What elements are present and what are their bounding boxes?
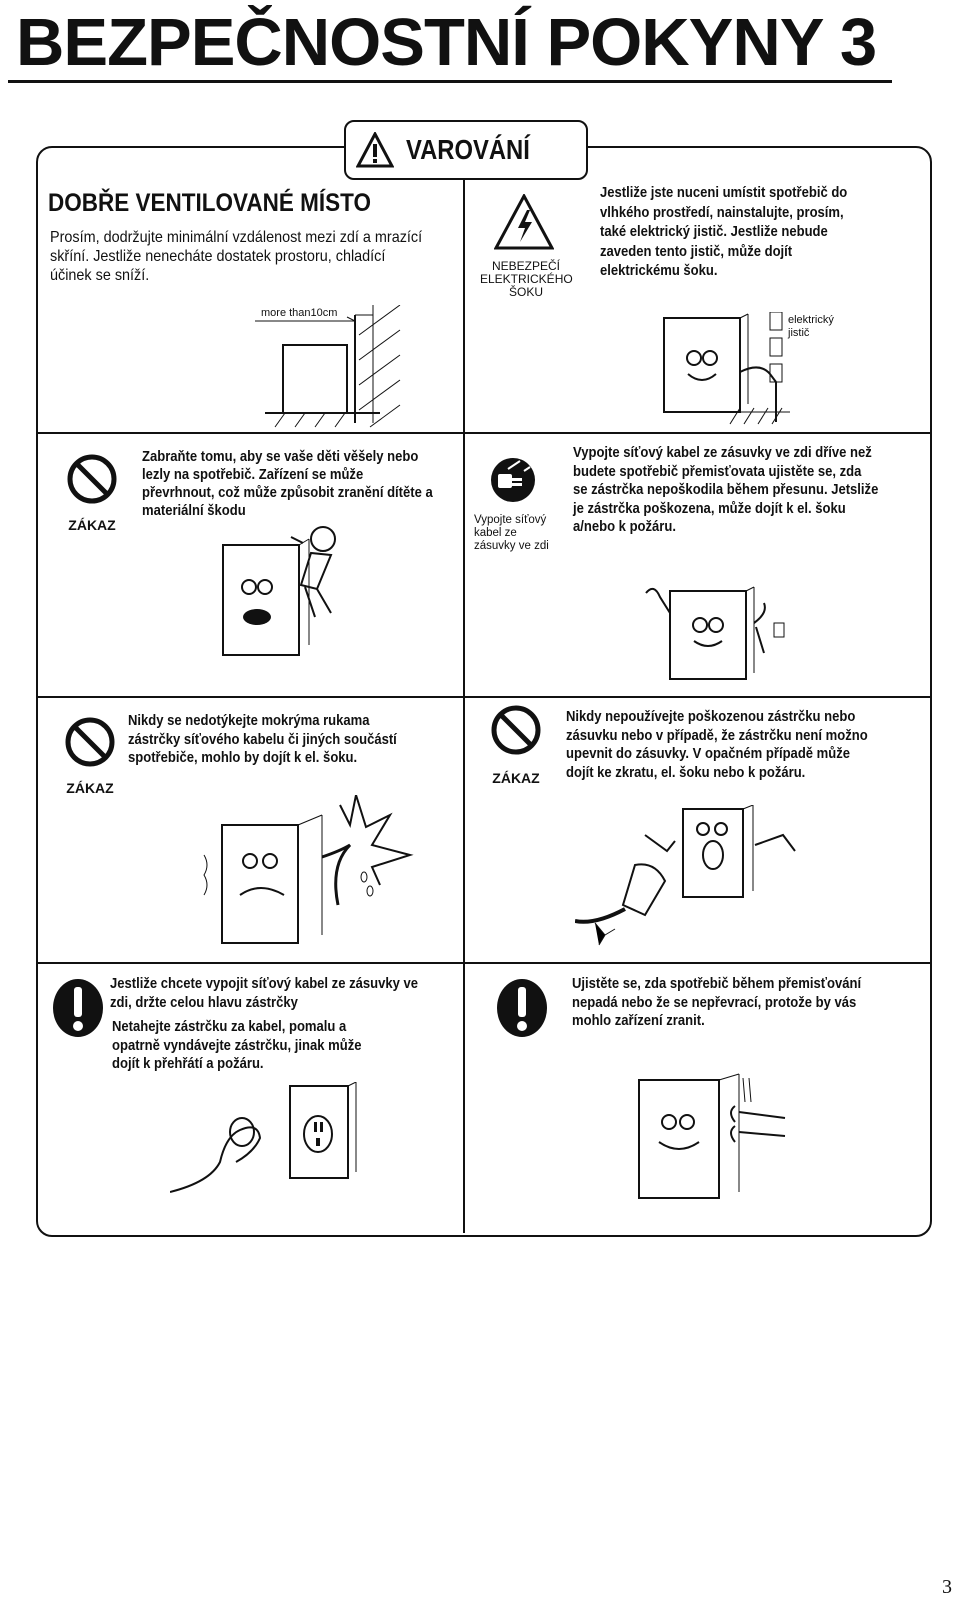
hold-plug-note: Netahejte zástrčku za kabel, pomalu a opatrně vyndávejte zástrčku, jinak může dojít k přehřátí a požáru.: [112, 1019, 362, 1072]
electric-shock-caption: NEBEZPEČÍ ELEKTRICKÉHO ŠOKU: [480, 259, 573, 299]
exclamation-icon: [496, 978, 548, 1038]
unplug-caption: Vypojte síťový kabel ze zásuvky ve zdi: [474, 514, 549, 552]
exclamation-icon: [52, 978, 104, 1038]
stability-text: Ujistěte se, zda spotřebič během přemisťování nepadá nebo že se nepřevrací, protože by vás mohlo zařízení zranit.: [572, 976, 862, 1029]
ventilation-heading: DOBŘE VENTILOVANÉ MÍSTO: [48, 189, 371, 217]
warning-tab: [344, 120, 588, 180]
wet-hands-illustration: [200, 795, 420, 950]
prohibition-caption: ZÁKAZ: [68, 517, 116, 533]
electric-shock-warning-icon: [494, 194, 554, 250]
prohibition-icon: [66, 453, 118, 505]
page-title: BEZPEČNOSTNÍ POKYNY 3: [16, 5, 877, 80]
title-underline: [8, 80, 892, 83]
unplug-text: Vypojte síťový kabel ze zásuvky ve zdi dříve než budete spotřebič přemisťovata ujistěte se, zda se zástrčka nepoškodila během přesunu. Jetsliže je zástrčka poškozena, může dojít k el. šoku a/nebo k požáru.: [573, 445, 879, 535]
prohibition-caption: ZÁKAZ: [492, 770, 540, 786]
hold-plug-illustration: [170, 1082, 370, 1212]
row-divider: [36, 962, 932, 964]
row-divider: [36, 696, 932, 698]
circuit-breaker-illustration: [660, 312, 850, 432]
unplug-illustration: [640, 583, 800, 683]
prohibition-caption: ZÁKAZ: [66, 780, 114, 796]
wet-hands-text: Nikdy se nedotýkejte mokrýma rukama zástrčky síťového kabelu či jiných součástí spotřebiče, mohlo by dojít k el. šoku.: [128, 713, 397, 766]
distance-label: more than10cm: [261, 307, 338, 319]
child-climbing-illustration: [205, 525, 365, 665]
breaker-label: elektrický jistič: [788, 314, 834, 339]
ventilation-text: Prosím, dodržujte minimální vzdálenost mezi zdí a mrazící skříní. Jestliže nenecháte dostatek prostoru, chladící účinek se sníží.: [50, 229, 423, 284]
row-divider: [36, 432, 932, 434]
page-number: 3: [942, 1576, 952, 1598]
children-text: Zabraňte tomu, aby se vaše děti věšely nebo lezly na spotřebič. Zařízení se může převrhnout, což může způsobit zranění dítěte a materiální škodu: [142, 449, 433, 519]
prohibition-icon: [64, 716, 116, 768]
stability-illustration: [635, 1072, 795, 1202]
prohibition-icon: [490, 704, 542, 756]
damaged-plug-illustration: [575, 805, 815, 955]
ventilation-diagram: [255, 305, 415, 430]
hold-plug-text: Jestliže chcete vypojit síťový kabel ze zásuvky ve zdi, držte celou hlavu zástrčky: [110, 976, 419, 1011]
column-divider: [463, 176, 465, 1233]
warning-label: VAROVÁNÍ: [406, 134, 530, 165]
electric-shock-text: Jestliže jste nuceni umístit spotřebič do vlhkého prostředí, nainstalujte, prosím, také elektrický jistič. Jestliže nebude zaveden tento jistič, může dojít elektrickému šoku.: [600, 185, 848, 279]
damaged-plug-text: Nikdy nepoužívejte poškozenou zástrčku nebo zásuvku nebo v případě, že zástrčku není možno upevnit do zásuvky. V opačném případě může dojít ke zkratu, el. šoku nebo k požáru.: [566, 709, 868, 781]
unplug-icon: [490, 457, 536, 503]
warning-triangle-icon: [356, 132, 394, 168]
